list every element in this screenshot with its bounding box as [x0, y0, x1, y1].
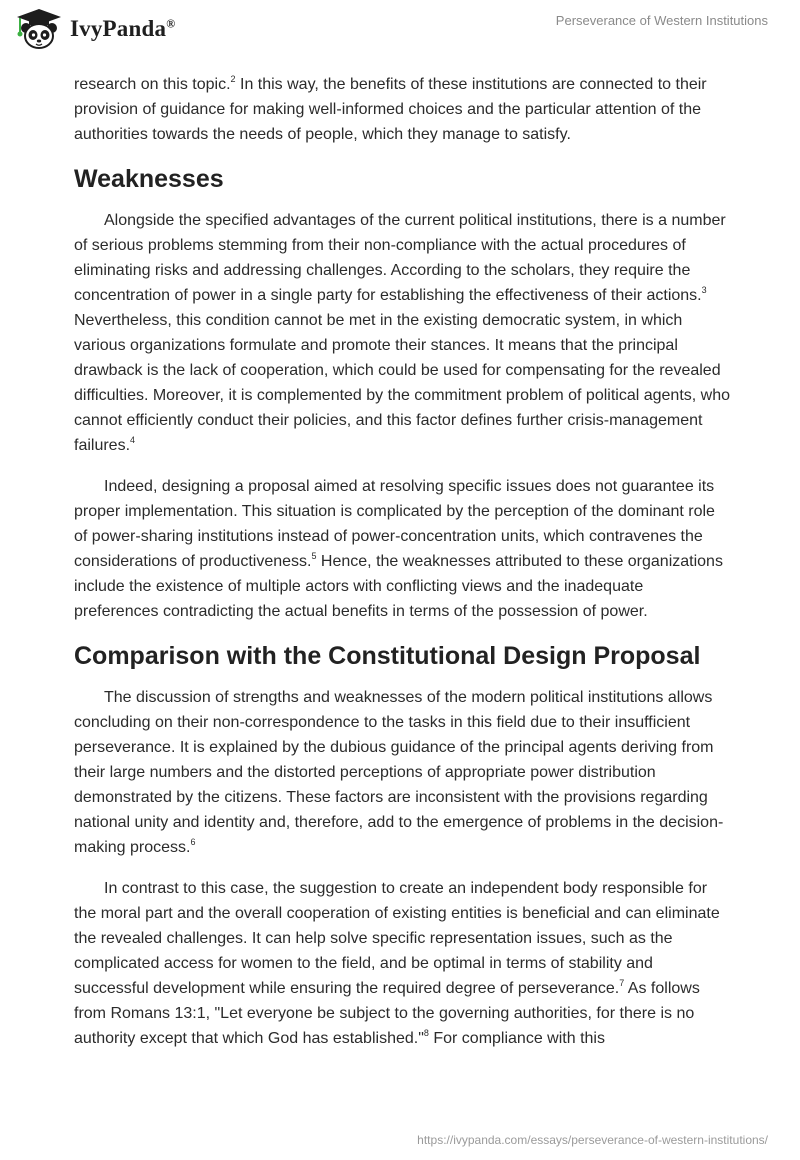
document-title: Perseverance of Western Institutions	[555, 13, 768, 28]
page-header	[0, 0, 800, 70]
logo[interactable]	[14, 8, 175, 50]
source-url[interactable]: https://ivypanda.com/essays/perseverance-of-western-institutions/	[417, 1133, 768, 1147]
panda-graduate-icon	[14, 8, 64, 50]
paragraph: The discussion of strengths and weaknesses of the modern political institutions allows concluding on their non-correspondence to the tasks in this field due to their insufficient perseverance. It is explained by the dubious guidance of the principal agents deriving from their large numbers and the distorted perceptions of appropriate power distribution demonstrated by the citizens. These factors are inconsistent with the provisions regarding national unity and identity and, therefore, add to the emergence of problems in the decision-making process.$^6$	[74, 689, 724, 856]
footnote-ref[interactable]: 5	[311, 551, 317, 561]
footnote-ref[interactable]: 8	[423, 1028, 429, 1038]
section-heading-comparison: Comparison with the Constitutional Design Proposal	[74, 642, 701, 670]
paragraph: research on this topic.$^2$ In this way, the benefits of these institutions are connected to their provision of guidance for making well-informed choices and the particular attention of the authorities towards the needs of people, which they manage to satisfy.	[74, 74, 707, 143]
paragraph: In contrast to this case, the suggestion to create an independent body responsible for the moral part and the overall cooperation of existing entities is beneficial and can eliminate the revealed challenges. It can help solve specific representation issues, such as the complicated access for women to the field, and be optimal in terms of stability and successful development while ensuring the required degree of perseverance.$^7$ As follows from Romans 13:1, "Let everyone be subject to the governing authorities, for there is no authority except that which God has established."$^8$ For compliance with this	[74, 880, 720, 1047]
footnote-ref[interactable]: 7	[619, 978, 625, 988]
footnote-ref[interactable]: 4	[130, 435, 136, 445]
footnote-ref[interactable]: 6	[190, 837, 196, 847]
section-heading-weaknesses: Weaknesses	[74, 165, 224, 193]
paragraph: Alongside the specified advantages of the current political institutions, there is a number of serious problems stemming from their non-compliance with the actual procedures of eliminating risks and addressing challenges. According to the scholars, they require the concentration of power in a single party for establishing the effectiveness of their actions.$^3$ Nevertheless, this condition cannot be met in the existing democratic system, in which various organizations formulate and promote their stances. It means that the principal drawback is the lack of cooperation, which could be used for compensating for the revealed difficulties. Moreover, it is complemented by the commitment problem of political agents, who cannot efficiently conduct their policies, and this factor defines further crisis-management failures.$^4$	[74, 212, 730, 454]
footnote-ref[interactable]: 2	[230, 74, 236, 84]
essay-body	[74, 72, 730, 1067]
paragraph: Indeed, designing a proposal aimed at resolving specific issues does not guarantee its proper implementation. This situation is complicated by the perception of the dominant role of power-sharing institutions instead of power-concentration units, which contravenes the considerations of productiveness.$^5$ Hence, the weaknesses attributed to these organizations include the existence of multiple actors with conflicting views and the inadequate preferences contradicting the actual benefits in terms of the possession of power.	[74, 478, 723, 620]
footnote-ref[interactable]: 3	[701, 285, 707, 295]
logo-text: IvyPanda®	[70, 16, 176, 41]
